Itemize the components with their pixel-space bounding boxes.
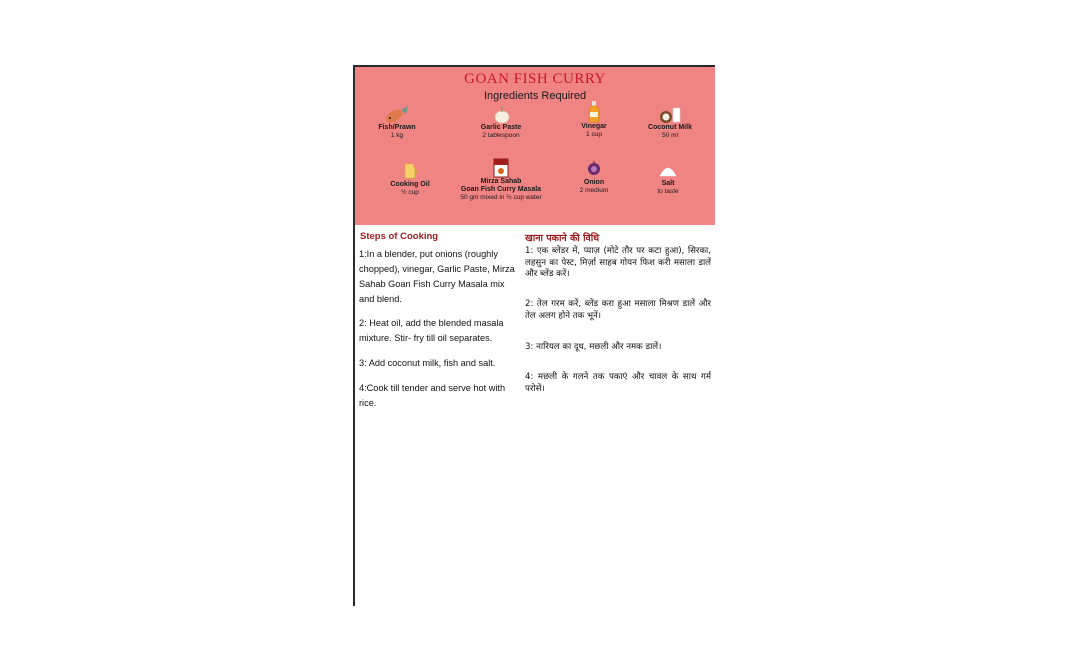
ingredient-name-line2: Goan Fish Curry Masala [460,186,542,193]
salt-icon [623,160,713,180]
ingredient-masala [444,158,558,202]
step-en-1: 1:In a blender, put onions (roughly chopped), vinegar, Garlic Paste, Mirza Sahab Goan Fish Curry Masala mix and blend. [359,249,515,304]
ingredient-name: Onion [583,179,605,186]
coconut-icon [625,104,715,124]
ingredients-subtitle: Ingredients Required [483,90,587,102]
ingredient-qty: 2 tablespoon [482,132,520,139]
recipe-title: GOAN FISH CURRY [464,71,606,87]
step-en-2: 2: Heat oil, add the blended masala mixture. Stir- fry till oil separates. [359,318,504,343]
ingredient-coconut-milk [625,104,715,140]
ingredient-qty: 1 kg [390,132,404,139]
step-hi-4: 4: मछली के गलने तक पकाएं और चावल के साथ गर्म परोसें। [525,372,711,394]
ingredient-qty: 50 ml [662,132,678,139]
ingredient-qty: to taste [657,188,679,195]
step-hi-1: 1: एक ब्लेंडर में, प्याज़ (मोटे तौर पर कटा हुआ), सिरका, लहसुन का पेस्ट, मिर्ज़ा साहब गोयन फिश करी मसाला डालें और ब्लेंड करें। [525,246,711,279]
ingredient-salt [623,160,713,196]
ingredients-banner [355,67,715,225]
ingredient-garlic-paste [456,104,546,140]
ingredient-qty: 1 cup [586,131,602,138]
ingredient-name: Fish/Prawn [378,124,416,131]
ingredient-name: Coconut Milk [648,124,692,131]
ingredient-qty: 50 gm mixed in ½ cup water [460,194,542,201]
ingredient-name: Mirza Sahab [480,178,522,185]
step-hi-3: 3: नारियल का दूध, मछली और नमक डालें। [525,342,662,352]
step-hi-2: 2: तेल गरम करें, ब्लेंड करा हुआ मसाला मिश्रण डालें और तेल अलग होने तक भूनें। [525,299,711,321]
step-en-4: 4:Cook till tender and serve hot with rice. [359,383,506,408]
ingredient-name: Salt [661,180,675,187]
ingredient-cooking-oil [365,161,455,197]
oil-jug-icon [365,161,455,181]
ingredient-name: Vinegar [581,123,607,130]
masala-box-icon [444,158,558,178]
ingredient-qty: 2 medium [579,187,609,194]
ingredient-fish [352,104,442,140]
step-en-3: 3: Add coconut milk, fish and salt. [359,358,496,368]
steps-heading-hi: खाना पकाने की विधि [525,233,600,244]
ingredient-name: Garlic Paste [480,124,522,131]
steps-heading-en: Steps of Cooking [360,231,439,242]
garlic-icon [456,104,546,124]
ingredient-name: Cooking Oil [390,181,430,188]
ingredient-qty: ½ cup [401,189,419,196]
fish-icon [352,104,442,124]
